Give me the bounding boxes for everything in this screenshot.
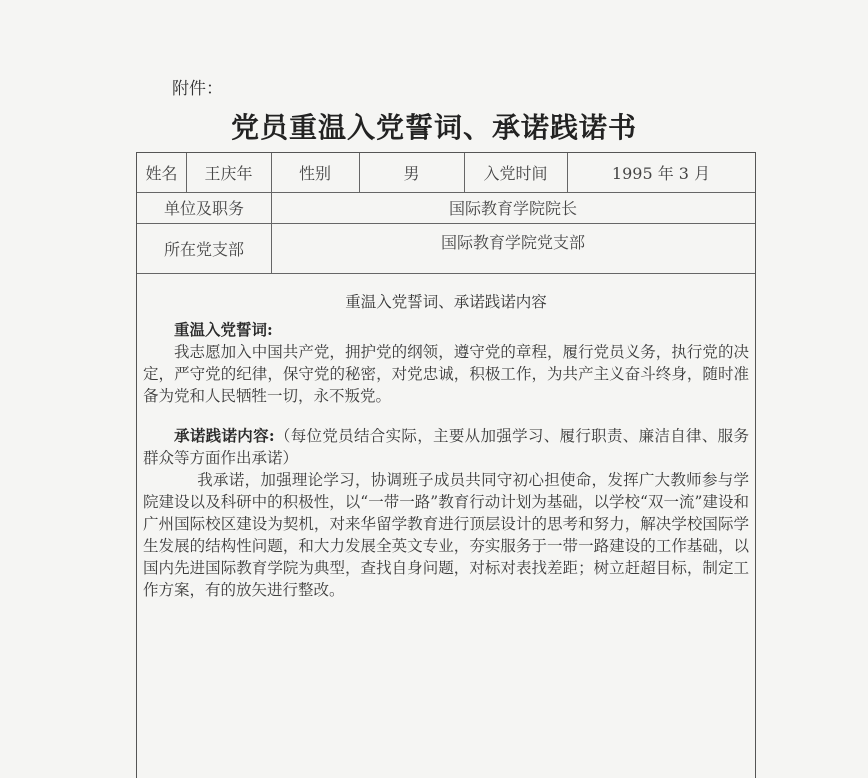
attachment-label: 附件： <box>172 79 223 99</box>
pledge-content <box>143 291 749 601</box>
name-value: 王庆年 <box>204 164 253 183</box>
join-date-label: 入党时间 <box>483 164 548 183</box>
gender-value: 男 <box>403 164 420 183</box>
oath-heading-line <box>143 319 749 341</box>
pledge-note: （每位党员结合实际，主要从加强学习、履行职责、廉洁自律、服务群众等方面作出承诺） <box>143 427 749 467</box>
gender-label: 性别 <box>298 164 331 183</box>
join-date-value: 1995 年 3 月 <box>611 164 711 183</box>
unit-value: 国际教育学院院长 <box>448 199 577 218</box>
row-divider <box>137 273 755 274</box>
oath-heading: 重温入党誓词: <box>174 320 273 339</box>
pledge-form <box>136 152 756 778</box>
pledge-heading-line <box>143 425 749 469</box>
unit-label: 单位及职务 <box>163 199 244 218</box>
content-section-title: 重温入党誓词、承诺践诺内容 <box>345 293 547 311</box>
name-label: 姓名 <box>145 164 178 183</box>
pledge-heading: 承诺践诺内容: <box>174 426 275 445</box>
branch-value: 国际教育学院党支部 <box>440 232 585 252</box>
spacer <box>143 407 749 425</box>
pledge-text: 我承诺，加强理论学习，协调班子成员共同守初心担使命，发挥广大教师参与学院建设以及科研中的积极性，以“一带一路”教育行动计划为基础，以学校“双一流”建设和广州国际校区建设为契机，对来华留学教育进行顶层设计的思考和努力，解决学校国际学生发展的结构性问题，和大力发展全英文专业，夯实服务于一带一路建设的工作基础，以国内先进国际教育学院为典型，查找自身问题，对标对表找差距；树立赶超目标，制定工作方案，有的放矢进行整改。 <box>143 471 749 599</box>
branch-label: 所在党支部 <box>163 239 244 259</box>
oath-text: 我志愿加入中国共产党，拥护党的纲领，遵守党的章程，履行党员义务，执行党的决定，严守党的纪律，保守党的秘密，对党忠诚，积极工作，为共产主义奋斗终身，随时准备为党和人民牺牲一切，永不叛党。 <box>143 343 749 405</box>
document-title: 党员重温入党誓词、承诺践诺书 <box>230 111 637 144</box>
